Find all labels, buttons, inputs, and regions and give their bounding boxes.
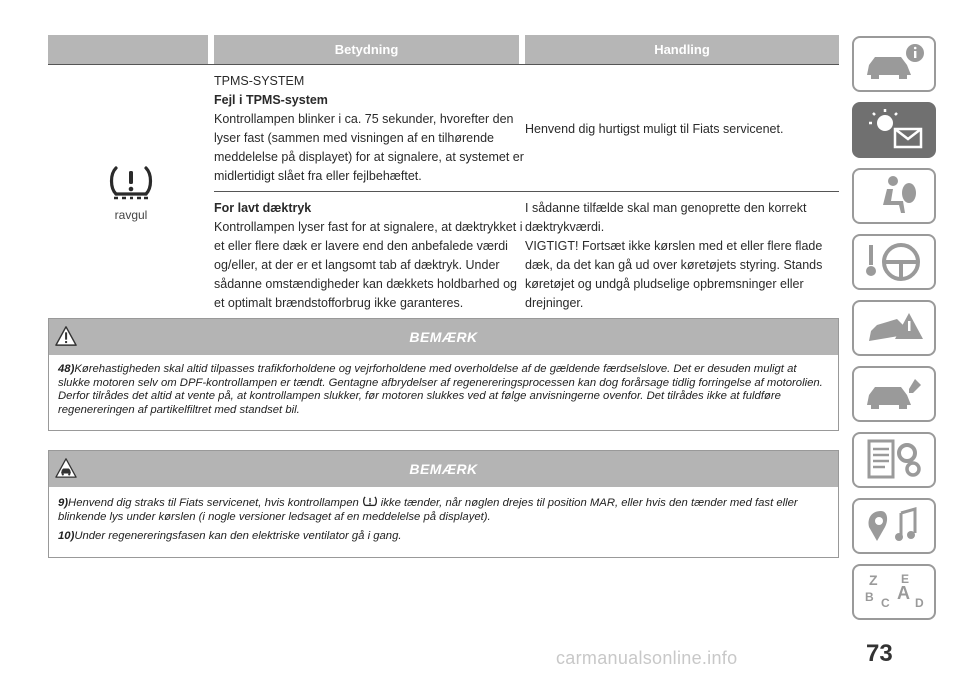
action-cell <box>525 192 839 318</box>
watermark: carmanualsonline.info <box>556 648 738 668</box>
action-cell <box>525 65 839 191</box>
tab-multimedia[interactable] <box>852 498 936 554</box>
tpms-inline-icon <box>359 495 381 508</box>
note-header <box>49 451 838 487</box>
note-header <box>49 319 838 355</box>
row-heading: Fejl i TPMS-system <box>214 93 328 107</box>
note-number: 9) <box>58 497 69 509</box>
table-body <box>48 64 839 319</box>
header-betydning: Betydning <box>214 35 519 64</box>
note-text: Henvend dig straks til Fiats servicenet, hvis kontrollampen <box>68 497 359 509</box>
warning-light-table <box>48 35 839 319</box>
specifications-gears-icon <box>861 437 927 483</box>
note-item <box>58 363 829 417</box>
car-info-icon <box>861 41 927 87</box>
tab-emergency[interactable] <box>852 300 936 356</box>
steering-wheel-icon <box>861 239 927 285</box>
warning-triangle-icon <box>55 325 77 347</box>
note-item <box>58 530 829 544</box>
note-text-continued: ikke tænder, når nøglen drejes til position MAR, eller hvis den tænder med fast eller blinkende lys under kørslen (i nogle versioner ledsaget af en meddelelse på displayet). <box>58 497 798 523</box>
header-handling: Handling <box>525 35 839 64</box>
row-heading: For lavt dæktryk <box>214 201 312 215</box>
tab-technical-data[interactable] <box>852 432 936 488</box>
header-blank-cell <box>48 35 208 64</box>
multimedia-music-icon <box>861 503 927 549</box>
tab-starting-driving[interactable] <box>852 234 936 290</box>
svg-text:E: E <box>901 572 910 586</box>
page-number: 73 <box>866 640 893 667</box>
svg-text:B: B <box>865 590 874 604</box>
note-title: BEMÆRK <box>409 329 478 345</box>
row-description: Kontrollampen blinker i ca. 75 sekunder, hvorefter den lyser fast (sammen med visningen af en tilhørende meddelelse på displayet) for at signalere, at systemet er midlertidigt slået fra eller fejlbehæftet. <box>214 112 524 183</box>
note-text: Under regenereringsfasen kan den elektriske ventilator gå i gang. <box>74 530 402 542</box>
seat-airbag-icon <box>861 173 927 219</box>
table-row <box>214 65 839 191</box>
note-box-caution <box>48 450 839 558</box>
car-caution-icon <box>55 457 77 479</box>
action-text: I sådanne tilfælde skal man genoprette den korrekt dæktrykværdi. <box>525 201 807 234</box>
icon-color-label: ravgul <box>114 207 148 222</box>
tab-car-info[interactable] <box>852 36 936 92</box>
tpms-warning-icon <box>106 162 156 202</box>
system-title: TPMS-SYSTEM <box>214 74 305 88</box>
svg-text:C: C <box>881 596 890 610</box>
table-row <box>214 191 839 318</box>
tab-index[interactable] <box>852 564 936 620</box>
icon-cell <box>48 65 214 318</box>
alphabetical-index-icon <box>861 569 927 615</box>
note-title: BEMÆRK <box>409 461 478 477</box>
svg-text:D: D <box>915 596 924 610</box>
row-description: Kontrollampen lyser fast for at signalere, at dæktrykket i et eller flere dæk er lavere end den anbefalede værdi og/eller, at der er et langsomt tab af dæktryk. Under sådanne omstændigheder kan dækkets holdbarhed og et optimalt brændstofforbrug ikke garanteres. <box>214 220 523 310</box>
meaning-cell <box>214 65 525 191</box>
note-item <box>58 495 829 524</box>
tab-service[interactable] <box>852 366 936 422</box>
note-number: 48) <box>58 363 75 375</box>
chapter-tabs <box>852 36 936 630</box>
warning-light-message-icon <box>861 107 927 153</box>
tab-warning-lights[interactable] <box>852 102 936 158</box>
table-header <box>48 35 839 64</box>
action-text: Henvend dig hurtigst muligt til Fiats servicenet. <box>525 121 784 136</box>
note-box-warning <box>48 318 839 431</box>
note-number: 10) <box>58 530 75 542</box>
note-body <box>49 355 838 430</box>
note-body <box>49 487 838 557</box>
action-warning-text: VIGTIGT! Fortsæt ikke kørslen med et eller flere flade dæk, da det kan gå ud over køretøjets styring. Stands køretøjet og undgå pludselige opbremsninger eller drejninger. <box>525 239 823 310</box>
svg-text:Z: Z <box>869 572 878 588</box>
car-crash-warning-icon <box>861 305 927 351</box>
svg-text:A: A <box>897 583 910 603</box>
note-text: Kørehastigheden skal altid tilpasses trafikforholdene og vejrforholdene med overholdelse af de gældende færdselslove. Det er desuden muligt at slukke motoren selv om DPF-kontrollampen er tændt. Gentagne afbrydelser af regenereringsprocessen kan dog forårsage tidlig forringelse af motorolien. Derfor tilrådes det altid at vente på, at kontrollampen slukker, før motoren slukkes ved at følge anvisningerne ovenfor. Det tilrådes ikke at fuldføre regenereringen af partikelfiltret med standset bil. <box>58 363 823 416</box>
tab-safety[interactable] <box>852 168 936 224</box>
car-service-icon <box>861 371 927 417</box>
meaning-cell <box>214 192 525 318</box>
